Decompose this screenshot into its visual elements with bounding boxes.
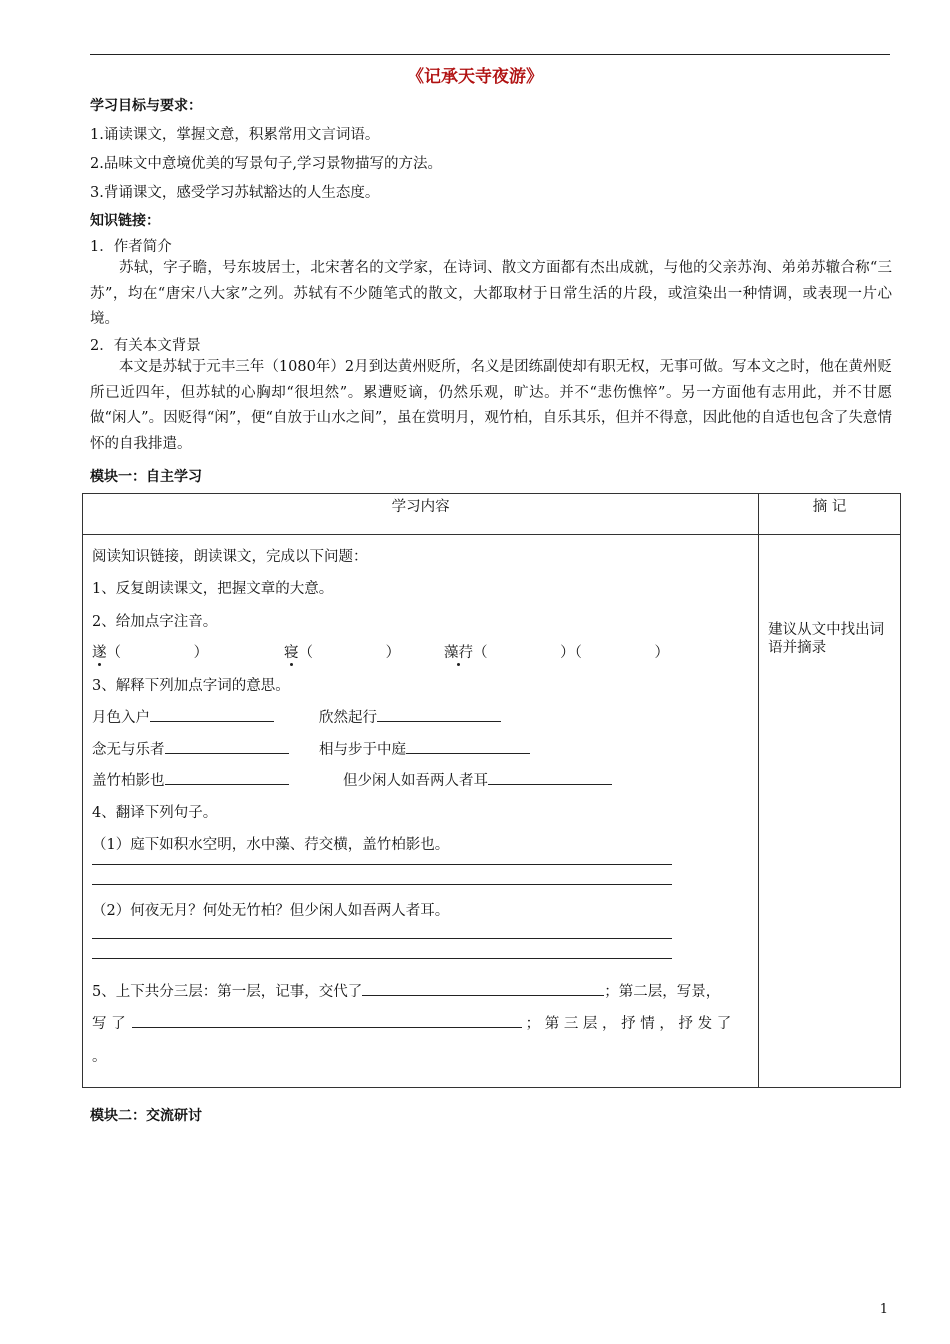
answer-blank[interactable] (488, 770, 612, 785)
pinyin-brackets: （ ）（ ） (473, 645, 669, 661)
word-item-3 (92, 738, 289, 759)
dotted-char: 遂 (92, 645, 107, 661)
page-number: 1 (879, 1302, 888, 1317)
goal-item-1: 1.诵读课文，掌握文意，积累常用文言词语。 (90, 127, 380, 143)
word-item-5 (92, 769, 289, 790)
word-text: 念无与乐者 (92, 742, 165, 758)
page-title: 《记承天寺夜游》 (407, 67, 543, 87)
goal-item-3: 3.背诵课文，感受学习苏轼豁达的人生态度。 (90, 185, 380, 201)
word-text: 但少闲人如吾两人者耳 (343, 773, 488, 789)
word-item-1 (92, 706, 274, 727)
author-heading: 1．作者简介 (90, 239, 172, 255)
notes-cell (759, 535, 901, 1088)
pinyin-brackets: （ ） (298, 645, 401, 661)
answer-line[interactable] (92, 864, 672, 865)
question-5-end: 。 (92, 1049, 107, 1065)
q5-text-c: 写 了 (92, 1016, 126, 1032)
answer-blank[interactable] (406, 739, 530, 754)
question-4: 4、翻译下列句子。 (92, 805, 218, 821)
sentence-1: （1）庭下如积水空明，水中藻、荇交横，盖竹柏影也。 (92, 837, 450, 853)
author-paragraph: 苏轼，字子瞻，号东坡居士，北宋著名的文学家，在诗词、散文方面都有杰出成就，与他的父亲苏洵、弟弟苏辙合称“三苏”，均在“唐宋八大家”之列。苏轼有不少随笔式的散文，大都取材于日常生活的片段，或渲染出一种情调，或表现一片心境。 (90, 260, 892, 327)
question-2: 2、给加点字注音。 (92, 614, 218, 630)
q5-text-a: 5、上下共分三层：第一层，记事，交代了 (92, 984, 363, 1000)
word-item-6 (343, 769, 612, 790)
background-paragraph: 本文是苏轼于元丰三年（1080年）2月到达黄州贬所，名义是团练副使却有职无权，无事可做。写本文之时，他在黄州贬所已近四年，但苏轼的心胸却“很坦然”。累遭贬谪，仍然乐观，旷达。并不“悲伤憔悴”。另一方面他有志用此，并不甘愿做“闲人”。因贬得“闲”，便“自放于山水之间”，虽在赏明月，观竹柏，自乐其乐，但并不得意，因此他的自适也包含了失意情怀的自我排遣。 (90, 359, 892, 452)
intro-text: 阅读知识链接，朗读课文，完成以下问题： (92, 549, 368, 565)
word-text: 盖竹柏影也 (92, 773, 165, 789)
word-item-2 (319, 706, 501, 727)
question-5-line-1 (92, 980, 720, 1001)
pinyin-item-3 (444, 641, 669, 662)
goals-heading: 学习目标与要求： (90, 98, 202, 114)
question-3: 3、解释下列加点字词的意思。 (92, 678, 290, 694)
answer-blank[interactable] (132, 1013, 522, 1028)
module1-table (82, 493, 901, 1088)
answer-blank[interactable] (165, 739, 289, 754)
module2-heading: 模块二：交流研讨 (90, 1108, 202, 1124)
dotted-char: 寝 (284, 645, 299, 661)
answer-line[interactable] (92, 938, 672, 939)
answer-line[interactable] (92, 958, 672, 959)
module1-heading: 模块一：自主学习 (90, 469, 202, 485)
question-5-line-2 (92, 1012, 731, 1033)
content-cell (83, 535, 759, 1088)
question-1: 1、反复朗读课文，把握文章的大意。 (92, 581, 334, 597)
answer-line[interactable] (92, 884, 672, 885)
q5-text-d: ； 第 三 层 ， 抒 情 ， 抒 发 了 (525, 1016, 732, 1032)
answer-blank[interactable] (165, 770, 289, 785)
word-text: 欣然起行 (319, 710, 377, 726)
word-item-4 (319, 738, 530, 759)
sentence-2: （2）何夜无月？何处无竹柏？但少闲人如吾两人者耳。 (92, 903, 450, 919)
knowledge-heading: 知识链接： (90, 213, 160, 229)
word-text: 相与步于中庭 (319, 742, 406, 758)
goal-item-2: 2.品味文中意境优美的写景句子,学习景物描写的方法。 (90, 156, 442, 172)
notes-column-header: 摘 记 (759, 494, 901, 535)
word-text: 月色入户 (92, 710, 150, 726)
q5-text-b: ；第二层，写景， (604, 984, 721, 1000)
pinyin-item-1 (92, 641, 207, 662)
answer-blank[interactable] (150, 707, 274, 722)
pinyin-brackets: （ ） (106, 645, 209, 661)
pinyin-item-2 (284, 641, 400, 662)
top-rule (90, 54, 890, 55)
content-column-header: 学习内容 (83, 494, 759, 535)
answer-blank[interactable] (377, 707, 501, 722)
dotted-char: 藻荇 (444, 645, 473, 661)
answer-blank[interactable] (362, 981, 604, 996)
background-heading: 2．有关本文背景 (90, 338, 201, 354)
notes-hint: 建议从文中找出词语并摘录 (768, 622, 885, 656)
